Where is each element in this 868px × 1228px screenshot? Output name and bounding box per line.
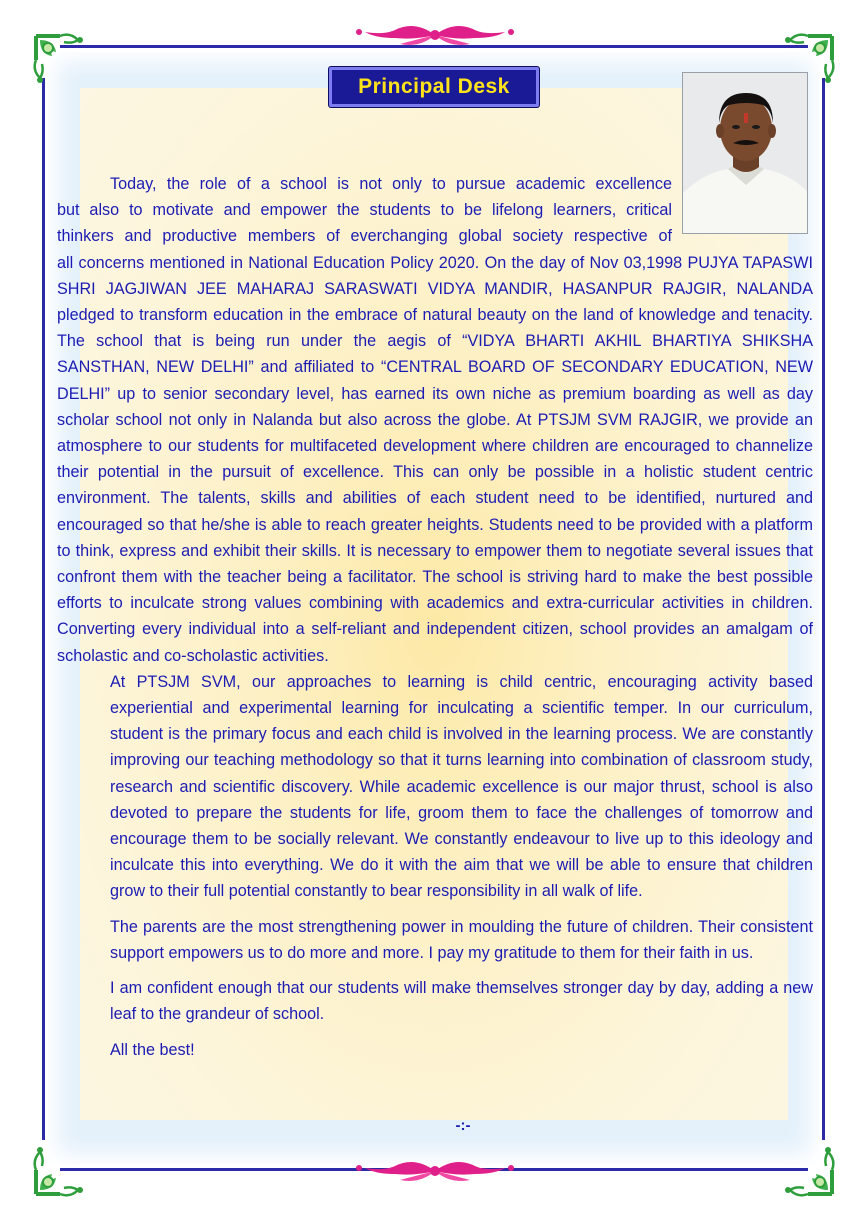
corner-ornament-icon: [30, 1140, 90, 1200]
frame-right-line: [822, 78, 825, 1140]
closing-line: All the best!: [110, 1040, 195, 1059]
end-mark: -:-: [455, 1117, 471, 1134]
bottom-flourish-icon: [345, 1156, 525, 1186]
paragraph-3: The parents are the most strengthening power in moulding the future of children. Their consistent support empowers us to do more and more. I pay my gratitude to them for their faith in us.: [110, 917, 813, 962]
paragraph-1: [57, 171, 813, 669]
page-title: Principal Desk: [358, 75, 510, 98]
text-line: thinkers and productive members of everchanging global society respective of: [57, 227, 672, 246]
paragraph-text: all concerns mentioned in National Education Policy 2020. On the day of Nov 03,1998 PUJYA TAPASWI SHRI JAGJIWAN JEE MAHARAJ SARASWATI VIDYA MANDIR, HASANPUR RAJGIR, NALANDA pledged to transform education in the embrace of natural beauty on the land of knowledge and tenacity. The school that is being run under the aegis of “VIDYA BHARTI AKHIL BHARTIYA SHIKSHA SANSTHAN, NEW DELHI” and affiliated to “CENTRAL BOARD OF SECONDARY EDUCATION, NEW DELHI” up to senior secondary level, has earned its own niche as premium boarding as well as day scholar school not only in Nalanda but also across the globe. At PTSJM SVM RAJGIR, we provide an atmosphere to our students for multifaceted development where children are encouraged to channelize their potential in the pursuit of excellence. This can only be possible in a holistic student centric environment. The talents, skills and abilities of each student need to be identified, nurtured and encouraged so that he/she is able to reach greater heights. Students need to be provided with a platform to think, express and exhibit their skills. It is necessary to empower them to negotiate several issues that confront them with the teacher being a facilitator. The school is striving hard to make the best possible efforts to inculcate strong values combining with academics and extra-curricular activities in children. Converting every individual into a self-reliant and independent citizen, school provides an amalgam of scholastic and co-scholastic activities.: [57, 253, 813, 665]
paragraph-2: At PTSJM SVM, our approaches to learning is child centric, encouraging activity based experiential and experimental learning for inculcating a scientific temper. In our curriculum, student is the primary focus and each child is involved in the learning process. We are constantly improving our teaching methodology so that it turns learning into combination of classroom study, research and scientific discovery. While academic excellence is our major thrust, school is also devoted to prepare the students for life, groom them to face the challenges of tomorrow and encourage them to be socially relevant. We constantly endeavour to live up to this ideology and inculcate this into everything. We do it with the aim that we will be able to ensure that children grow to their full potential constantly to bear responsibility in all walk of life.: [110, 672, 813, 901]
frame-left-line: [42, 78, 45, 1140]
principal-message: [57, 171, 813, 1063]
paragraph-4: I am confident enough that our students will make themselves stronger day by day, adding a new leaf to the grandeur of school.: [110, 979, 813, 1024]
top-flourish-icon: [345, 20, 525, 50]
corner-ornament-icon: [778, 1140, 838, 1200]
corner-ornament-icon: [30, 30, 90, 90]
text-line: but also to motivate and empower the students to be lifelong learners, critical: [57, 201, 672, 220]
title-banner: [329, 67, 539, 107]
text-line: Today, the role of a school is not only to pursue academic excellence: [110, 175, 672, 193]
